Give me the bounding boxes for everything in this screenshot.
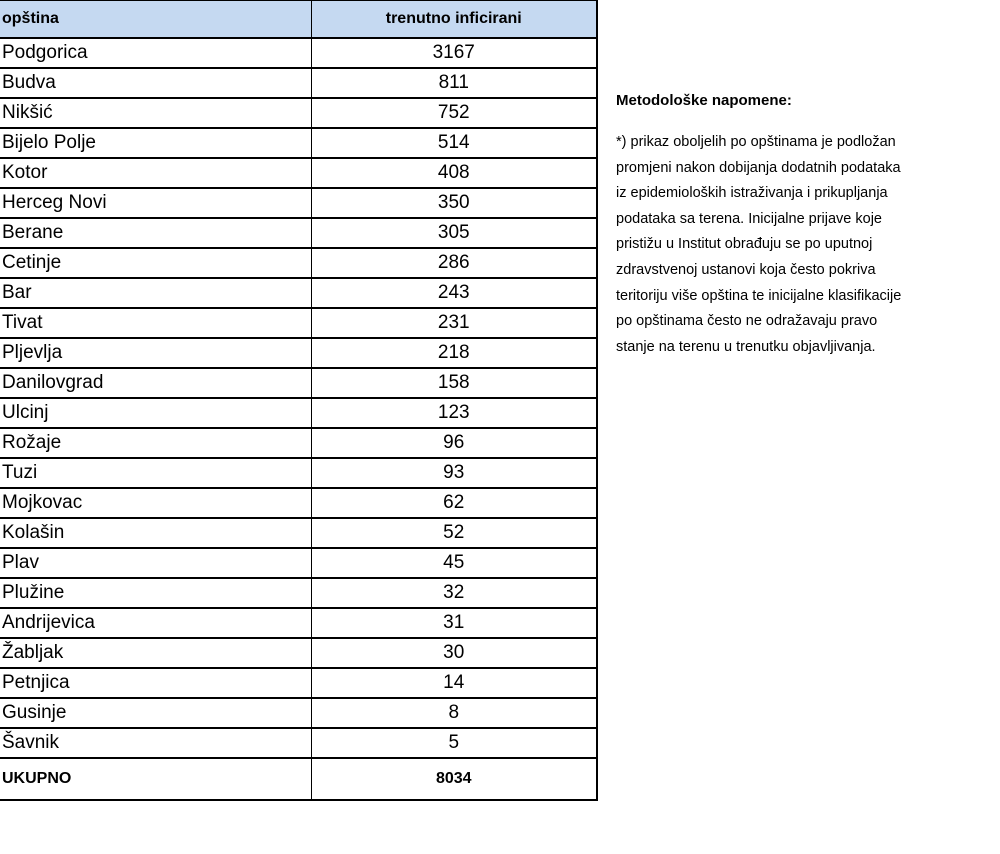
infected-count: 811: [311, 68, 597, 98]
infected-count: 62: [311, 488, 597, 518]
infected-count: 158: [311, 368, 597, 398]
table-row: [0, 728, 597, 758]
table-row: [0, 218, 597, 248]
municipality-name: Mojkovac: [0, 488, 311, 518]
table-row: [0, 68, 597, 98]
table-row: [0, 128, 597, 158]
municipality-name: Kotor: [0, 158, 311, 188]
infected-count: 752: [311, 98, 597, 128]
infected-count: 96: [311, 428, 597, 458]
table-row: [0, 248, 597, 278]
municipality-name: Bar: [0, 278, 311, 308]
infected-count: 305: [311, 218, 597, 248]
municipality-name: Petnjica: [0, 668, 311, 698]
municipality-name: Tuzi: [0, 458, 311, 488]
table-row: [0, 518, 597, 548]
infected-count: 93: [311, 458, 597, 488]
table-row: [0, 548, 597, 578]
table-row: [0, 278, 597, 308]
table-row: [0, 308, 597, 338]
table-row: [0, 608, 597, 638]
municipality-name: Žabljak: [0, 638, 311, 668]
table-row: [0, 338, 597, 368]
municipality-name: Šavnik: [0, 728, 311, 758]
municipality-name: Bijelo Polje: [0, 128, 311, 158]
column-header-municipality: opština: [0, 1, 311, 39]
infected-count: 32: [311, 578, 597, 608]
column-header-infected: trenutno inficirani: [311, 1, 597, 39]
infected-count: 350: [311, 188, 597, 218]
table-body: [0, 38, 597, 800]
notes-body: *) prikaz oboljelih po opštinama je podložan promjeni nakon dobijanja dodatnih podataka iz epidemioloških istraživanja i prikupljanja podataka sa terena. Inicijalne prijave koje pristižu u Institut obrađuju se po uputnoj zdravstvenoj ustanovi koja često pokriva teritoriju više opština te inicijalne klasifikacije po opštinama često ne odražavaju pravo stanje na terenu u trenutku objavljivanja.: [616, 134, 902, 355]
municipality-name: Plužine: [0, 578, 311, 608]
table-row: [0, 398, 597, 428]
municipality-name: Andrijevica: [0, 608, 311, 638]
infected-count: 218: [311, 338, 597, 368]
municipality-name: Kolašin: [0, 518, 311, 548]
infected-count: 30: [311, 638, 597, 668]
total-value: 8034: [311, 758, 597, 800]
table-row: [0, 188, 597, 218]
table-row: [0, 638, 597, 668]
municipality-name: Herceg Novi: [0, 188, 311, 218]
table-row: [0, 578, 597, 608]
table-row: [0, 668, 597, 698]
table-row: [0, 158, 597, 188]
infected-count: 123: [311, 398, 597, 428]
municipality-name: Berane: [0, 218, 311, 248]
table-header-row: [0, 1, 597, 39]
municipality-name: Tivat: [0, 308, 311, 338]
table-row: [0, 698, 597, 728]
municipality-name: Nikšić: [0, 98, 311, 128]
municipality-name: Plav: [0, 548, 311, 578]
table-row: [0, 98, 597, 128]
table-row: [0, 38, 597, 68]
table-row: [0, 428, 597, 458]
infected-count: 231: [311, 308, 597, 338]
municipality-name: Budva: [0, 68, 311, 98]
municipality-name: Podgorica: [0, 38, 311, 68]
infected-count: 408: [311, 158, 597, 188]
municipality-name: Cetinje: [0, 248, 311, 278]
table-row: [0, 458, 597, 488]
infected-count: 14: [311, 668, 597, 698]
total-label: UKUPNO: [0, 758, 311, 800]
table-row: [0, 368, 597, 398]
municipality-name: Danilovgrad: [0, 368, 311, 398]
infected-count: 8: [311, 698, 597, 728]
municipality-name: Ulcinj: [0, 398, 311, 428]
municipality-name: Rožaje: [0, 428, 311, 458]
infected-count: 5: [311, 728, 597, 758]
infected-count: 243: [311, 278, 597, 308]
infected-count: 45: [311, 548, 597, 578]
municipality-name: Pljevlja: [0, 338, 311, 368]
infected-count: 31: [311, 608, 597, 638]
infected-count: 3167: [311, 38, 597, 68]
total-row: [0, 758, 597, 800]
infected-count: 514: [311, 128, 597, 158]
municipality-name: Gusinje: [0, 698, 311, 728]
table-row: [0, 488, 597, 518]
notes-title: Metodološke napomene:: [616, 92, 792, 109]
infected-count: 286: [311, 248, 597, 278]
infected-count: 52: [311, 518, 597, 548]
methodology-notes: [616, 91, 988, 360]
